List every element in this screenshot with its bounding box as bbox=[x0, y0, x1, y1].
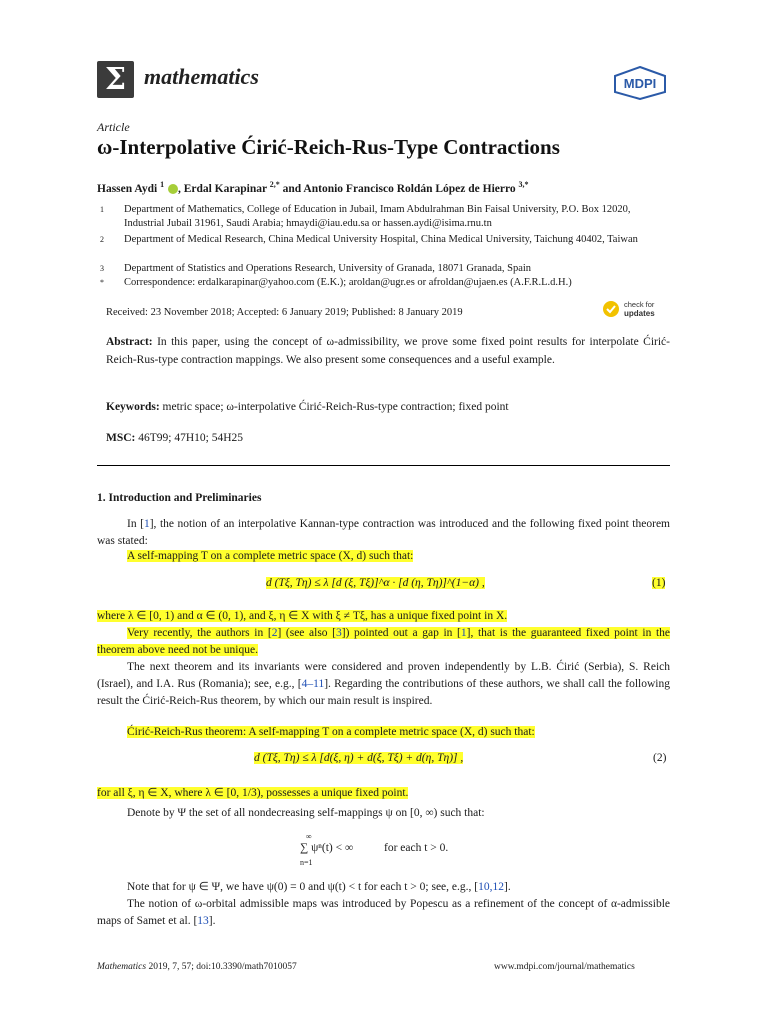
paragraph bbox=[97, 608, 670, 625]
check-for-updates-badge[interactable] bbox=[602, 298, 672, 320]
sigma-icon: Σ bbox=[104, 62, 127, 97]
footer-url[interactable]: www.mdpi.com/journal/mathematics bbox=[494, 962, 635, 972]
msc bbox=[106, 430, 670, 448]
orcid-icon[interactable] bbox=[168, 184, 178, 194]
affiliation-mark: 1 bbox=[100, 205, 104, 214]
affiliation-mark: * bbox=[100, 278, 104, 287]
mdpi-logo-text: MDPI bbox=[623, 76, 657, 91]
equation-1 bbox=[266, 577, 485, 589]
text-run: ]) pointed out a gap in [ bbox=[341, 627, 461, 639]
text-run: Very recently, the authors in [ bbox=[127, 627, 272, 639]
highlighted-text: for all ξ, η ∈ X, where λ ∈ [0, 1/3), possesses a unique fixed point. bbox=[97, 787, 409, 799]
author-separator: and bbox=[279, 182, 304, 195]
paragraph bbox=[97, 659, 670, 710]
sum-lower-limit: n=1 bbox=[300, 858, 313, 867]
equation-3 bbox=[300, 832, 500, 868]
paragraph bbox=[97, 625, 670, 659]
mdpi-logo bbox=[612, 66, 668, 100]
text-run: Note that for ψ ∈ Ψ, we have ψ(0) = 0 and ψ(t) < t for each t > 0; see, e.g., [ bbox=[127, 881, 479, 893]
paragraph bbox=[97, 805, 670, 822]
author-sup: 2,* bbox=[269, 180, 280, 189]
article-type: Article bbox=[97, 120, 130, 134]
text-run: The notion of ω-orbital admissible maps was introduced by Popescu as a refinement of the concept of α-admissible maps of Samet et al. [ bbox=[97, 898, 670, 927]
keywords bbox=[106, 399, 670, 417]
highlighted-text: where λ ∈ [0, 1) and α ∈ (0, 1), and ξ, η ∈ X with ξ ≠ Tξ, has a unique fixed point in X. bbox=[97, 610, 508, 622]
paragraph bbox=[97, 879, 670, 896]
author-name[interactable]: Hassen Aydi bbox=[97, 182, 158, 195]
equation-rhs: for each t > 0. bbox=[384, 842, 449, 854]
text-run: Denote by Ψ the set of all nondecreasing self-mappings ψ on [0, ∞) such that: bbox=[127, 807, 485, 819]
author-sup: 1 bbox=[160, 180, 165, 189]
divider bbox=[97, 465, 670, 466]
text-run: ]. bbox=[208, 915, 216, 927]
author-list bbox=[97, 180, 529, 195]
affiliation bbox=[100, 233, 670, 247]
affiliation bbox=[100, 276, 670, 290]
equation-number bbox=[652, 577, 665, 589]
citation-link[interactable]: 1 bbox=[143, 518, 150, 530]
paragraph bbox=[97, 724, 670, 741]
text-run: ] (see also [ bbox=[277, 627, 337, 639]
sum-upper-limit: ∞ bbox=[306, 832, 312, 841]
equation-text: d (Tξ, Tη) ≤ λ [d (ξ, Tξ)]^α · [d (η, Tη)]^(1−α) , bbox=[266, 577, 485, 589]
footer-citation bbox=[97, 962, 297, 972]
affiliation-text: Department of Medical Research, China Medical University Hospital, China Medical University, Taichung 40402, Taiwan bbox=[124, 234, 638, 245]
keywords-text: metric space; ω-interpolative Ćirić-Reich-Rus-type contraction; fixed point bbox=[162, 401, 509, 413]
paragraph bbox=[97, 896, 670, 930]
text-run: ], the notion of an interpolative Kannan-type contraction was introduced and the following fixed point theorem was stated: bbox=[97, 518, 670, 547]
msc-text: 46T99; 47H10; 54H25 bbox=[138, 432, 244, 444]
author-name[interactable]: Antonio Francisco Roldán López de Hierro bbox=[303, 182, 516, 195]
correspondence-text: Correspondence: erdalkarapinar@yahoo.com (E.K.); aroldan@ugr.es or afroldan@ujaen.es (A.F.R.L.d.H.) bbox=[124, 277, 572, 288]
text-run: Ćirić-Reich-Rus theorem bbox=[127, 726, 243, 738]
footer-journal: Mathematics bbox=[97, 962, 147, 972]
text-run: The next theorem and its invariants were considered and proven independently by L.B. Ćirić (Serbia), S. Reich (Israel), and I.A. Rus (Romania); see, e.g., [ bbox=[97, 661, 670, 690]
author-sup: 3,* bbox=[518, 180, 529, 189]
highlighted-text: A self-mapping T on a complete metric space (X, d) such that: bbox=[127, 550, 414, 562]
paragraph bbox=[97, 548, 670, 565]
equation-number-text: (1) bbox=[652, 577, 666, 589]
journal-name: mathematics bbox=[144, 64, 259, 89]
citation-link[interactable]: 13 bbox=[197, 915, 209, 927]
text-run: ], that is the guaranteed fixed point in the theorem above need not be unique. bbox=[97, 627, 670, 656]
equation-text: d (Tξ, Tη) ≤ λ [d(ξ, η) + d(ξ, Tξ) + d(η, Tη)] , bbox=[254, 752, 464, 764]
check-for-text: check for bbox=[624, 300, 655, 309]
paragraph bbox=[97, 516, 670, 550]
equation-number: (2) bbox=[653, 752, 667, 764]
affiliation-mark: 2 bbox=[100, 235, 104, 244]
affiliation bbox=[100, 203, 670, 230]
author-name[interactable]: Erdal Karapinar bbox=[183, 182, 267, 195]
equation-2 bbox=[254, 752, 463, 764]
text-run: In [ bbox=[127, 518, 144, 530]
updates-text: updates bbox=[624, 309, 655, 318]
text-run: ]. Regarding the contributions of these authors, we shall call the following result the Ćirić-Reich-Rus theorem, by which our main result is inspired. bbox=[97, 678, 671, 707]
citation-link[interactable]: 4–11 bbox=[301, 678, 325, 690]
text-run: : A self-mapping T on a complete metric space (X, d) such that: bbox=[242, 726, 535, 738]
abstract-label: Abstract: bbox=[106, 336, 153, 348]
keywords-label: Keywords: bbox=[106, 401, 160, 413]
text-run: ]. bbox=[503, 881, 511, 893]
msc-label: MSC: bbox=[106, 432, 136, 444]
journal-logo bbox=[97, 61, 134, 98]
affiliation bbox=[100, 262, 670, 276]
affiliation-text: Department of Statistics and Operations Research, University of Granada, 18071 Granada, Spain bbox=[124, 263, 532, 274]
author-separator: , bbox=[177, 182, 184, 195]
citation-link[interactable]: 1 bbox=[460, 627, 467, 639]
citation-link[interactable]: 10,12 bbox=[478, 881, 504, 893]
paragraph bbox=[97, 785, 670, 802]
citation-link[interactable]: 2 bbox=[271, 627, 278, 639]
abstract-text: In this paper, using the concept of ω-admissibility, we prove some fixed point results for interpolate Ćirić-Reich-Rus-type contraction mappings. We also present some consequences and a useful example. bbox=[106, 336, 670, 366]
paper-title: ω-Interpolative Ćirić-Reich-Rus-Type Contractions bbox=[97, 135, 560, 159]
affiliation-text: Department of Mathematics, College of Education in Jubail, Imam Abdulrahman Bin Faisal University, P.O. Box 12020, Industrial Jubail 31961, Saudi Arabia; hmaydi@iau.edu.sa or hassen.aydi@isima.rnu.tn bbox=[124, 204, 631, 229]
abstract bbox=[106, 334, 670, 369]
citation-link[interactable]: 3 bbox=[336, 627, 342, 639]
affiliation-mark: 3 bbox=[100, 264, 104, 273]
equation-lhs: ∑ ψⁿ(t) < ∞ bbox=[300, 842, 354, 854]
section-heading: 1. Introduction and Preliminaries bbox=[97, 492, 262, 504]
footer-doi: 2019, 7, 57; doi:10.3390/math7010057 bbox=[148, 962, 297, 972]
publication-dates: Received: 23 November 2018; Accepted: 6 January 2019; Published: 8 January 2019 bbox=[106, 307, 463, 318]
